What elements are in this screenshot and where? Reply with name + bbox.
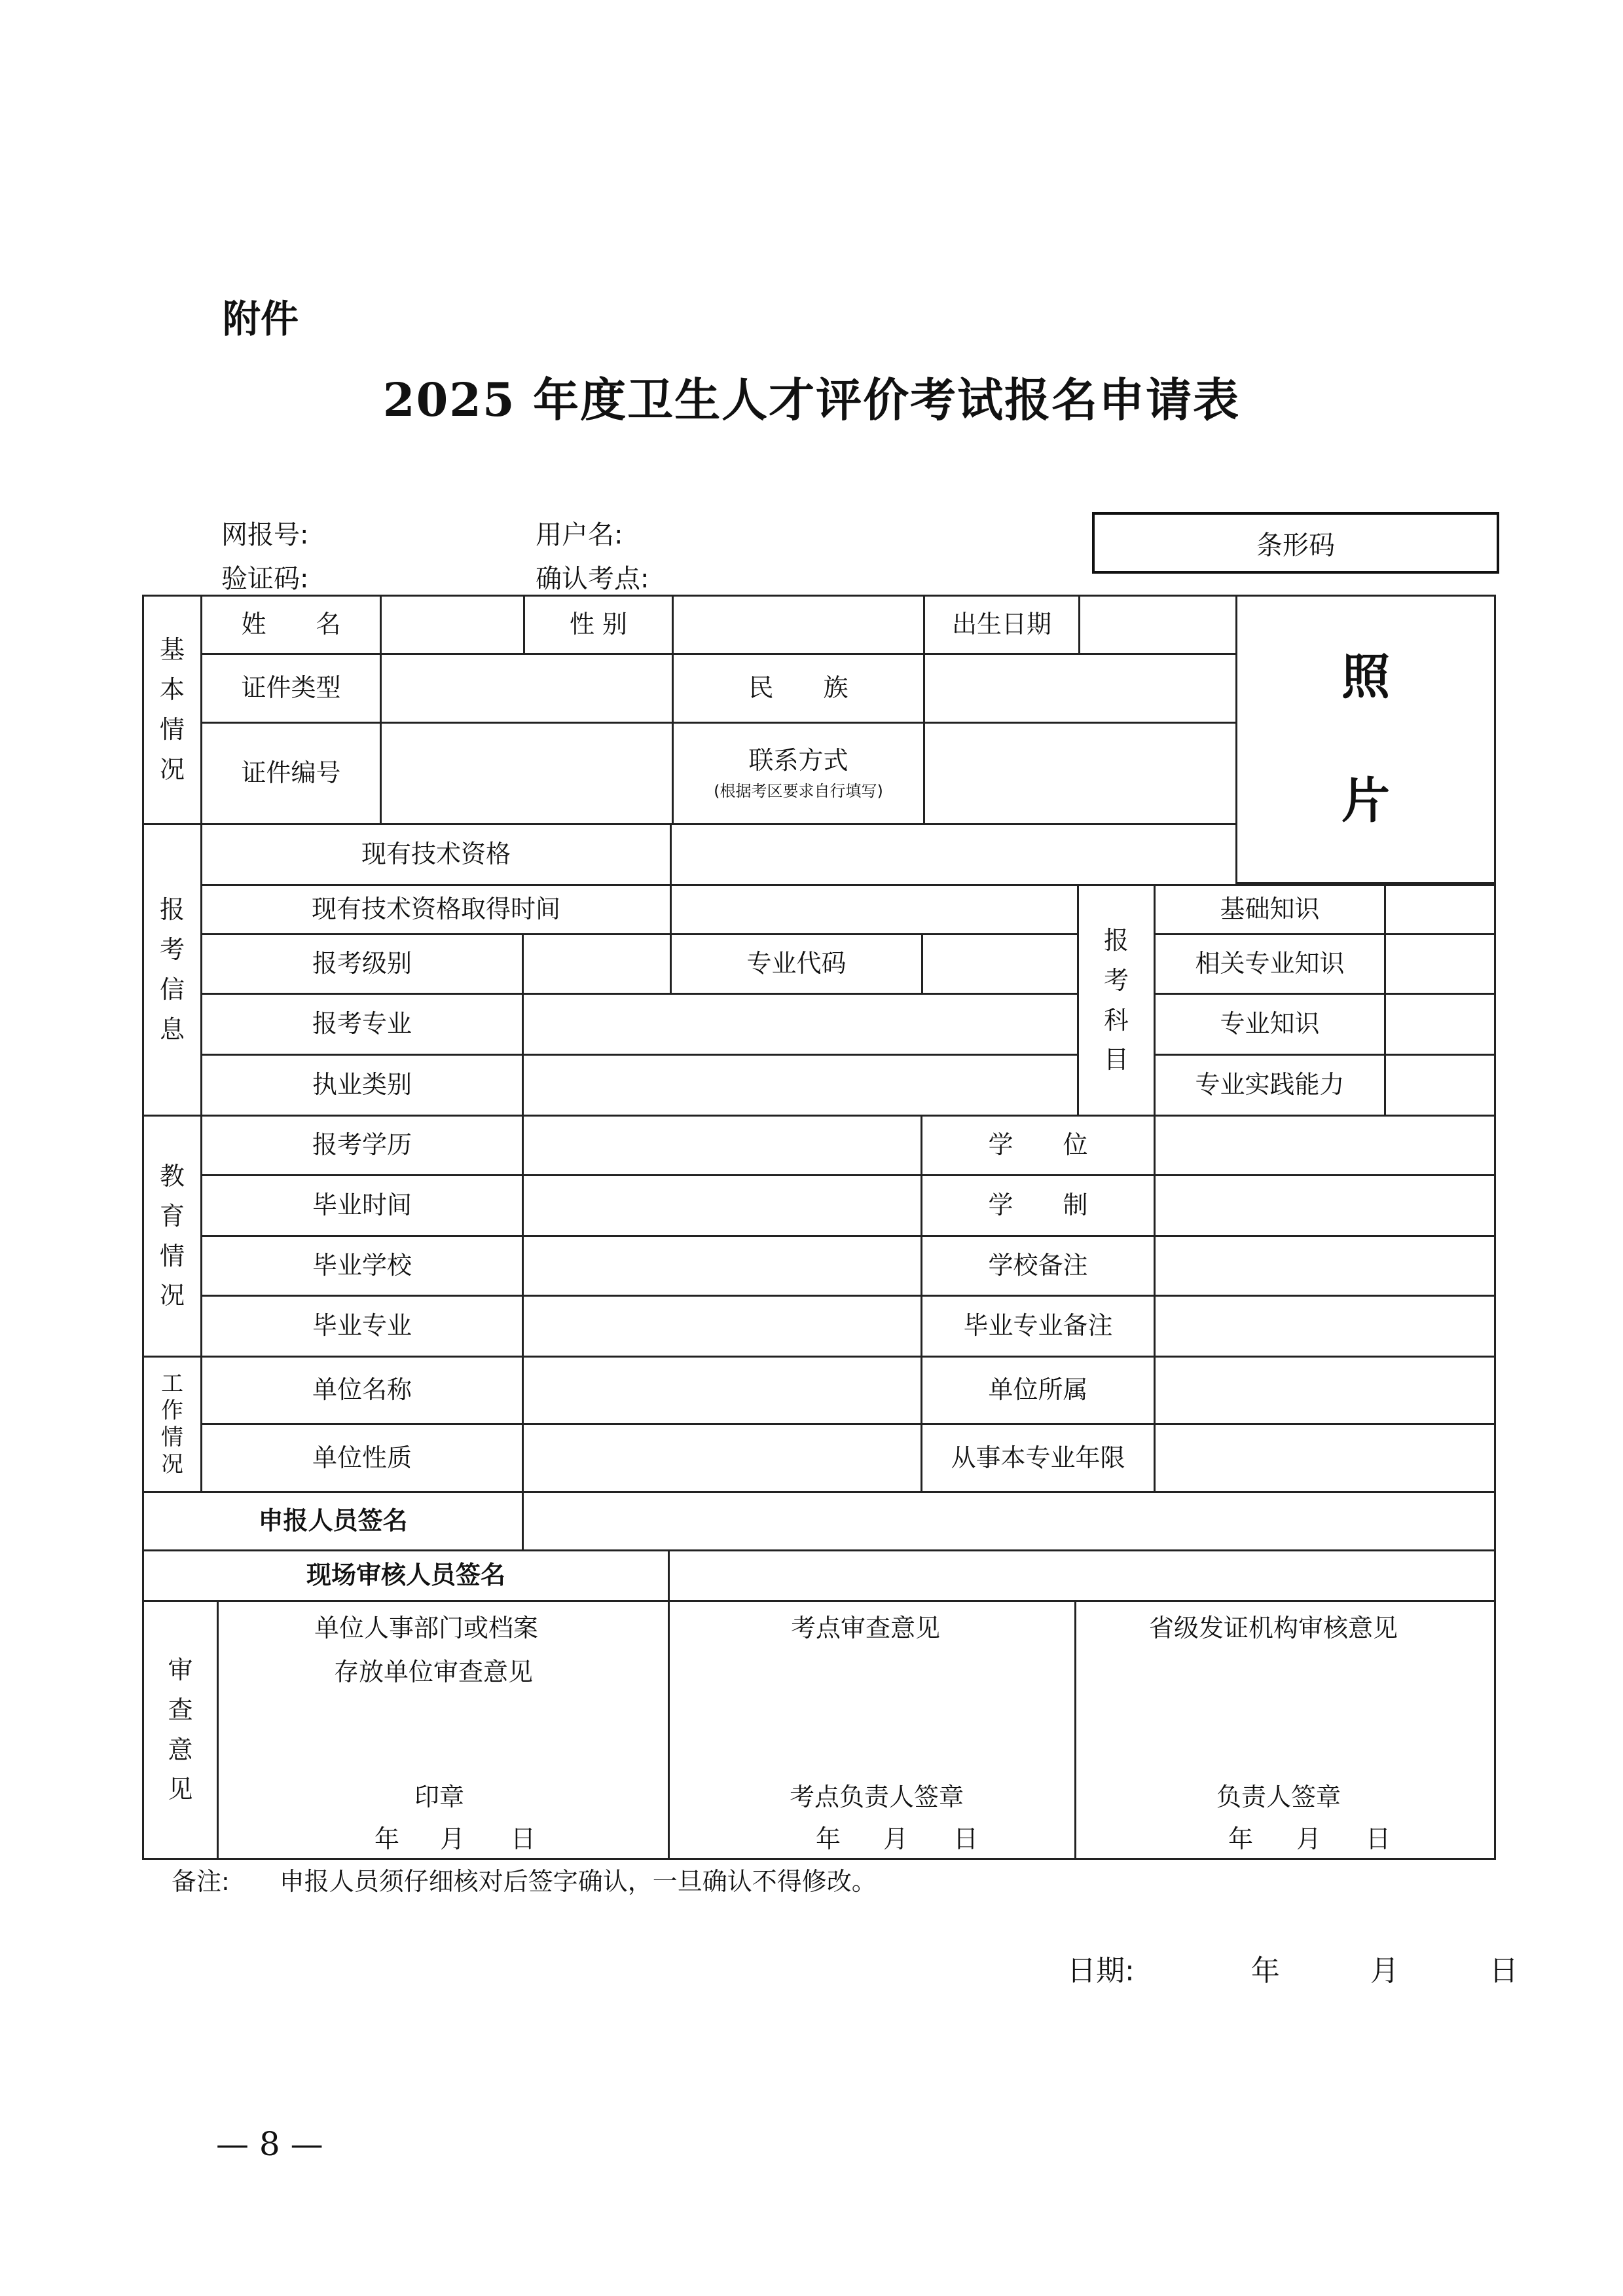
date-year: 年 [1228, 1824, 1254, 1853]
unit-name-value[interactable] [522, 1356, 922, 1425]
section-char: 教 [159, 1161, 185, 1191]
edu-label-text: 报考学历 [312, 1130, 412, 1160]
photo-box [1235, 595, 1496, 884]
grad-time-label-text: 毕业时间 [312, 1191, 412, 1220]
applicant-sign-label-text: 申报人员签名 [258, 1506, 408, 1536]
barcode-label: 条形码 [1256, 530, 1335, 561]
section-char: 科 [1103, 1005, 1129, 1035]
subject-label [1154, 1054, 1386, 1117]
section-char: 况 [159, 1281, 185, 1310]
contact-note: (根据考区要求自行填写) [714, 782, 883, 801]
birth-label-text: 出生日期 [951, 610, 1051, 639]
section-basic-info [142, 595, 202, 825]
practice-type-label [200, 1054, 524, 1117]
contact-label-text: 联系方式 [748, 745, 848, 775]
current-qual-value[interactable] [670, 823, 1237, 886]
barcode-box [1092, 512, 1499, 574]
section-review [142, 1600, 219, 1860]
document-title: 2025 年度卫生人才评价考试报名申请表 [382, 373, 1241, 427]
edu-label [200, 1115, 524, 1176]
unit-belong-label [921, 1356, 1156, 1425]
id-no-label-text: 证件编号 [241, 758, 341, 788]
date-label: 日期: [1067, 1954, 1135, 1988]
footer-date [1067, 1947, 1518, 1989]
unit-belong-value[interactable] [1154, 1356, 1496, 1425]
name-label [200, 595, 382, 655]
date-month: 月 [1370, 1954, 1399, 1988]
subject-label [1154, 933, 1386, 995]
unit-nature-value[interactable] [522, 1423, 922, 1493]
subject-label [1154, 884, 1386, 935]
subject-label-text: 相关专业知识 [1195, 949, 1345, 978]
reviewer-sign-label [142, 1549, 670, 1602]
applicant-sign-value[interactable] [522, 1491, 1496, 1551]
id-no-value[interactable] [380, 722, 674, 825]
subject-label-text: 基础知识 [1220, 895, 1320, 924]
date-day: 日 [953, 1824, 979, 1853]
current-qual-time-label-text: 现有技术资格取得时间 [311, 895, 560, 924]
section-char: 意 [168, 1735, 193, 1764]
practice-type-value[interactable] [522, 1054, 1079, 1117]
birth-value[interactable] [1078, 595, 1237, 655]
section-char: 工 [161, 1371, 183, 1398]
gender-value[interactable] [672, 595, 925, 655]
section-char: 本 [159, 675, 185, 705]
section-char: 见 [168, 1775, 193, 1804]
school-value[interactable] [522, 1235, 922, 1297]
unit-name-label [200, 1356, 524, 1425]
section-exam-info [142, 823, 202, 1117]
section-char: 情 [161, 1424, 183, 1451]
section-char: 息 [159, 1014, 185, 1044]
section-char: 育 [159, 1201, 185, 1231]
review-province-title: 省级发证机构审核意见 [1149, 1614, 1398, 1642]
section-char: 目 [1103, 1045, 1129, 1075]
degree-label [921, 1115, 1156, 1176]
level-value[interactable] [522, 933, 672, 995]
grad-time-label [200, 1174, 524, 1237]
edu-value[interactable] [522, 1115, 922, 1176]
section-char: 情 [159, 715, 185, 744]
name-value[interactable] [380, 595, 525, 655]
remark-note: 备注: 申报人员须仔细核对后签字确认，一旦确认不得修改。 [172, 1867, 877, 1896]
grad-major-label [200, 1295, 524, 1358]
years-label-text: 从事本专业年限 [951, 1443, 1125, 1472]
date-month: 月 [440, 1824, 465, 1853]
contact-value[interactable] [923, 722, 1237, 825]
photo-char: 片 [1341, 773, 1390, 829]
ethnicity-label-text: 民 族 [748, 673, 848, 703]
years-label [921, 1423, 1156, 1493]
ethnicity-label [672, 653, 925, 724]
current-qual-time-label [200, 884, 672, 935]
section-char: 考 [1103, 965, 1129, 995]
section-char: 考 [159, 935, 185, 965]
username-label: 用户名: [536, 520, 623, 550]
current-qual-label [200, 823, 672, 886]
grad-time-value[interactable] [522, 1174, 922, 1237]
major-code-value[interactable] [921, 933, 1079, 995]
level-label [200, 933, 524, 995]
date-month: 月 [1296, 1824, 1322, 1853]
unit-belong-label-text: 单位所属 [988, 1375, 1088, 1405]
section-char: 信 [159, 975, 185, 1004]
birth-label [923, 595, 1080, 655]
school-note-label-text: 学校备注 [988, 1251, 1088, 1280]
unit-nature-label-text: 单位性质 [312, 1443, 412, 1472]
school-label-text: 毕业学校 [312, 1251, 412, 1280]
page-number: — 8 — [216, 2125, 323, 2163]
online-no-label: 网报号: [221, 520, 309, 550]
ethnicity-value[interactable] [923, 653, 1237, 724]
date-day: 日 [1489, 1954, 1518, 1988]
section-char: 查 [168, 1695, 193, 1724]
section-subjects [1077, 884, 1156, 1117]
review-unit-title-2: 存放单位审查意见 [334, 1657, 534, 1686]
practice-type-label-text: 执业类别 [312, 1070, 412, 1100]
schooling-label [921, 1174, 1156, 1237]
section-char: 基 [159, 635, 185, 665]
review-province-sign: 负责人签章 [1216, 1783, 1341, 1811]
current-qual-time-value[interactable] [670, 884, 1079, 935]
grad-major-value[interactable] [522, 1295, 922, 1358]
major-label-text: 报考专业 [312, 1009, 412, 1039]
level-label-text: 报考级别 [312, 949, 412, 978]
id-type-label [200, 653, 382, 724]
photo-char: 照 [1341, 649, 1390, 706]
id-no-label [200, 722, 382, 825]
grad-major-note-label [921, 1295, 1156, 1358]
gender-label-text: 性 别 [569, 610, 628, 639]
exam-site-label: 确认考点: [536, 564, 649, 594]
subject-value[interactable] [1384, 933, 1496, 995]
subject-value[interactable] [1384, 993, 1496, 1056]
section-char: 况 [159, 754, 185, 784]
verify-code-label: 验证码: [221, 564, 309, 594]
section-char: 报 [1103, 925, 1129, 955]
id-type-value[interactable] [380, 653, 674, 724]
school-note-label [921, 1235, 1156, 1297]
review-site-sign: 考点负责人签章 [790, 1783, 964, 1811]
unit-nature-label [200, 1423, 524, 1493]
section-education [142, 1115, 202, 1358]
major-code-label [670, 933, 923, 995]
reviewer-sign-value[interactable] [668, 1549, 1496, 1602]
gender-label [523, 595, 674, 655]
subject-value[interactable] [1384, 884, 1496, 935]
section-char: 作 [161, 1398, 183, 1424]
section-char: 况 [161, 1451, 183, 1477]
section-char: 报 [159, 895, 185, 925]
grad-major-label-text: 毕业专业 [312, 1311, 412, 1341]
attachment-label: 附件 [223, 297, 299, 341]
years-value[interactable] [1154, 1423, 1496, 1493]
major-code-label-text: 专业代码 [746, 949, 847, 978]
date-year: 年 [374, 1824, 400, 1853]
review-site-title: 考点审查意见 [791, 1614, 941, 1642]
subject-value[interactable] [1384, 1054, 1496, 1117]
degree-value[interactable] [1154, 1115, 1496, 1176]
review-unit-title-1: 单位人事部门或档案 [314, 1614, 539, 1642]
contact-label [672, 722, 925, 825]
date-month: 月 [883, 1824, 909, 1853]
section-char: 情 [159, 1241, 185, 1270]
major-value[interactable] [522, 993, 1079, 1056]
degree-label-text: 学 位 [988, 1130, 1088, 1160]
current-qual-label-text: 现有技术资格 [361, 840, 511, 869]
review-unit-seal: 印章 [414, 1783, 465, 1811]
school-label [200, 1235, 524, 1297]
subject-label-text: 专业实践能力 [1195, 1070, 1345, 1100]
section-work [142, 1356, 202, 1493]
date-year: 年 [816, 1824, 841, 1853]
date-year: 年 [1250, 1954, 1280, 1988]
schooling-value[interactable] [1154, 1174, 1496, 1237]
grad-major-note-label-text: 毕业专业备注 [963, 1311, 1113, 1341]
name-label-text: 姓 名 [241, 610, 341, 639]
date-day: 日 [511, 1824, 536, 1853]
date-day: 日 [1366, 1824, 1391, 1853]
applicant-sign-label [142, 1491, 524, 1551]
subject-label-text: 专业知识 [1220, 1009, 1320, 1039]
unit-name-label-text: 单位名称 [312, 1375, 412, 1405]
grad-major-note-value[interactable] [1154, 1295, 1496, 1358]
reviewer-sign-label-text: 现场审核人员签名 [306, 1561, 505, 1590]
school-note-value[interactable] [1154, 1235, 1496, 1297]
major-label [200, 993, 524, 1056]
schooling-label-text: 学 制 [988, 1191, 1088, 1220]
section-char: 审 [168, 1655, 193, 1684]
subject-label [1154, 993, 1386, 1056]
id-type-label-text: 证件类型 [241, 673, 341, 703]
